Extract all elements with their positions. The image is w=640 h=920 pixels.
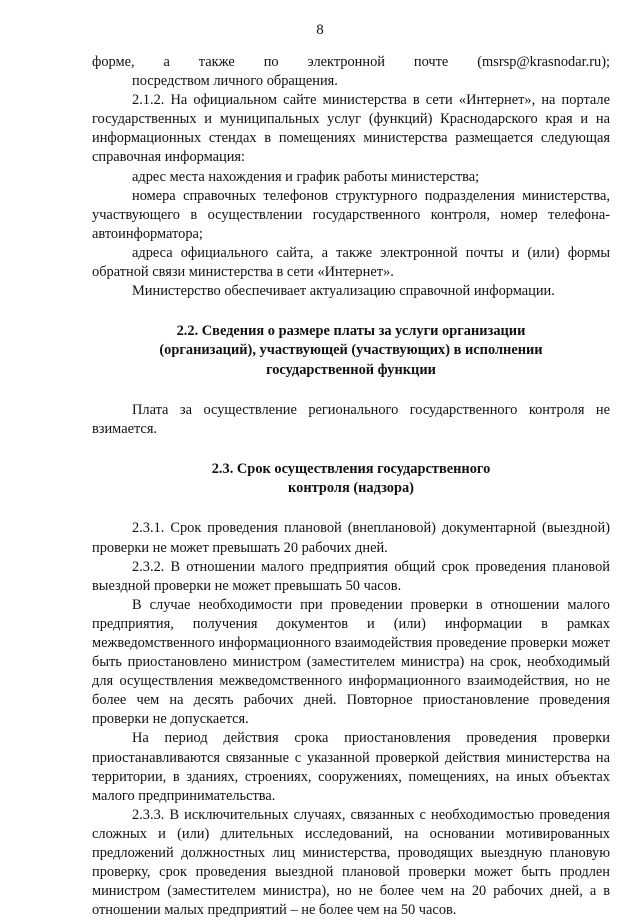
list-item-website: адреса официального сайта, а также электронной почты и (или) формы обратной связи министерства в сети «Интернет». bbox=[92, 244, 610, 281]
paragraph-2-3-1: 2.3.1. Срок проведения плановой (внеплановой) документарной (выездной) проверки не может превышать 20 рабочих дней. bbox=[92, 520, 610, 556]
paragraph-2-3-3: 2.3.3. В исключительных случаях, связанных с необходимостью проведения сложных и (или) длительных исследований, на основании мотивированных предложений должностных лиц министерства, проводящих выездную плановую проверку, срок проведения выездной плановой проверки может быть продлен министром (заместителем министра), но не более чем на 20 рабочих дней, а в отношении малых предприятий – не более чем на 50 часов. bbox=[92, 806, 610, 919]
paragraph-2-1-2: 2.1.2. На официальном сайте министерства в сети «Интернет», на портале государственных и муниципальных услуг (функций) Краснодарского края и на информационных стендах в помещениях министерства размещается следующая справочная информация: bbox=[92, 92, 610, 166]
section-heading-2-3: 2.3. Срок осуществления государственного контроля (надзора) bbox=[211, 461, 491, 497]
paragraph-fee: Плата за осуществление регионального государственного контроля не взимается. bbox=[92, 401, 610, 437]
paragraph-suspension: В случае необходимости при проведении проверки в отношении малого предприятия, получения документов и (или) информации в рамках межведомственного информационного взаимодействия проведение проверки может быть приостановлено министром (заместителем министра) на срок, необходимый для осуществления межведомственного информационного взаимодействия, но не более чем на десять рабочих дней. Повторное приостановление проведения проверки не допускается. bbox=[92, 596, 610, 728]
list-item-phones: номера справочных телефонов структурного подразделения министерства, участвующего в осуществлении государственного контроля, номер телефона-автоинформатора; bbox=[92, 187, 610, 242]
paragraph-2-3-2: 2.3.2. В отношении малого предприятия общий срок проведения плановой выездной проверки не может превышать 50 часов. bbox=[92, 558, 610, 594]
document-body bbox=[92, 53, 610, 920]
paragraph-contact-email: форме, а также по электронной почте (msrsp@krasnodar.ru); bbox=[92, 54, 610, 70]
section-heading-2-2: 2.2. Сведения о размере платы за услуги организации (организаций), участвующей (участвующих) в исполнении государственной функции bbox=[159, 323, 543, 378]
paragraph-suspension-period: На период действия срока приостановления проведения проверки приостанавливаются связанные с указанной проверкой действия министерства на территории, в зданиях, строениях, сооружениях, помещениях, на иных объектах малого предпринимательства. bbox=[92, 730, 610, 804]
paragraph-actualization: Министерство обеспечивает актуализацию справочной информации. bbox=[132, 283, 555, 300]
list-item-address: адрес места нахождения и график работы министерства; bbox=[132, 168, 480, 185]
page-number: 8 bbox=[316, 22, 324, 38]
paragraph-personal-visit: посредством личного обращения. bbox=[132, 73, 338, 90]
